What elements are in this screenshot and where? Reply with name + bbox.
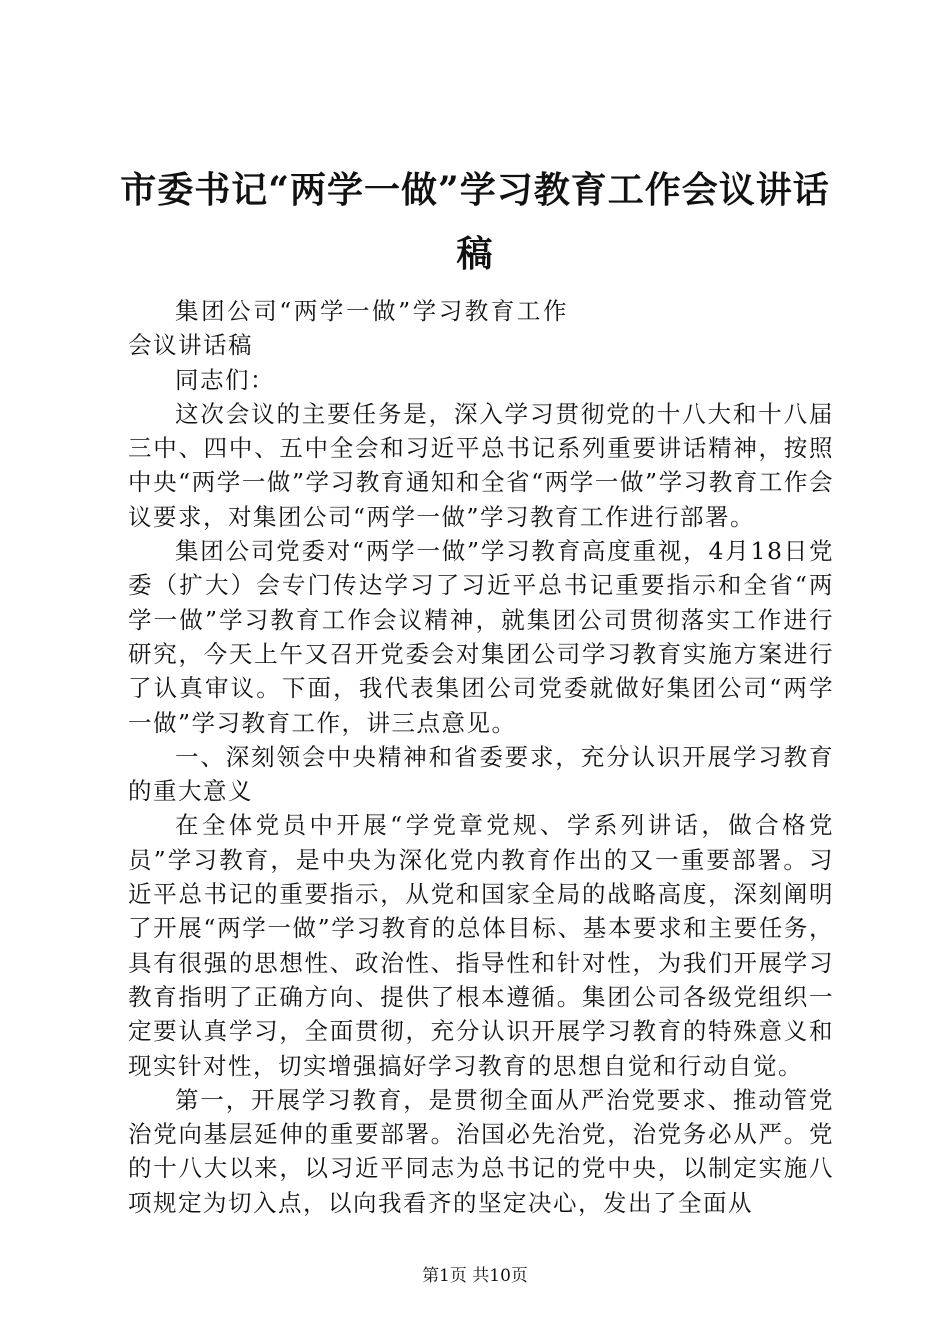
page-number-footer: 第1页 共10页 (422, 1266, 528, 1286)
body-paragraph: 集团公司党委对“两学一做”学习教育高度重视，4月18日党委（扩大）会专门传达学习了习近平总书记重要指示和全省“两学一做”学习教育工作会议精神，就集团公司贯彻落实工作进行研究，今天上午又召开党委会对集团公司学习教育实施方案进行了认真审议。下面，我代表集团公司党委就做好集团公司“两学一做”学习教育工作，讲三点意见。 (128, 537, 834, 737)
document-title: 市委书记“两学一做”学习教育工作会议讲话稿 (120, 169, 830, 275)
salutation-paragraph: 同志们： (175, 365, 275, 394)
document-body (128, 294, 834, 1220)
body-paragraph: 这次会议的主要任务是，深入学习贯彻党的十八大和十八届三中、四中、五中全会和习近平总书记系列重要讲话精神，按照中央“两学一做”学习教育通知和全省“两学一做”学习教育工作会议要求，对集团公司“两学一做”学习教育工作进行部署。 (128, 399, 834, 531)
section-heading: 一、深刻领会中央精神和省委要求，充分认识开展学习教育的重大意义 (128, 742, 834, 806)
body-paragraph: 第一，开展学习教育，是贯彻全面从严治党要求、推动管党治党向基层延伸的重要部署。治国必先治党，治党务必从严。党的十八大以来，以习近平同志为总书记的党中央，以制定实施八项规定为切入点，以向我看齐的坚定决心，发出了全面从 (128, 1085, 834, 1217)
subtitle-paragraph: 集团公司“两学一做”学习教育工作会议讲话稿 (128, 297, 568, 360)
body-paragraph: 在全体党员中开展“学党章党规、学系列讲话，做合格党员”学习教育，是中央为深化党内教育作出的又一重要部署。习近平总书记的重要指示，从党和国家全局的战略高度，深刻阐明了开展“两学一做”学习教育的总体目标、基本要求和主要任务，具有很强的思想性、政治性、指导性和针对性，为我们开展学习教育指明了正确方向、提供了根本遵循。集团公司各级党组织一定要认真学习，全面贯彻，充分认识开展学习教育的特殊意义和现实针对性，切实增强搞好学习教育的思想自觉和行动自觉。 (128, 811, 834, 1080)
